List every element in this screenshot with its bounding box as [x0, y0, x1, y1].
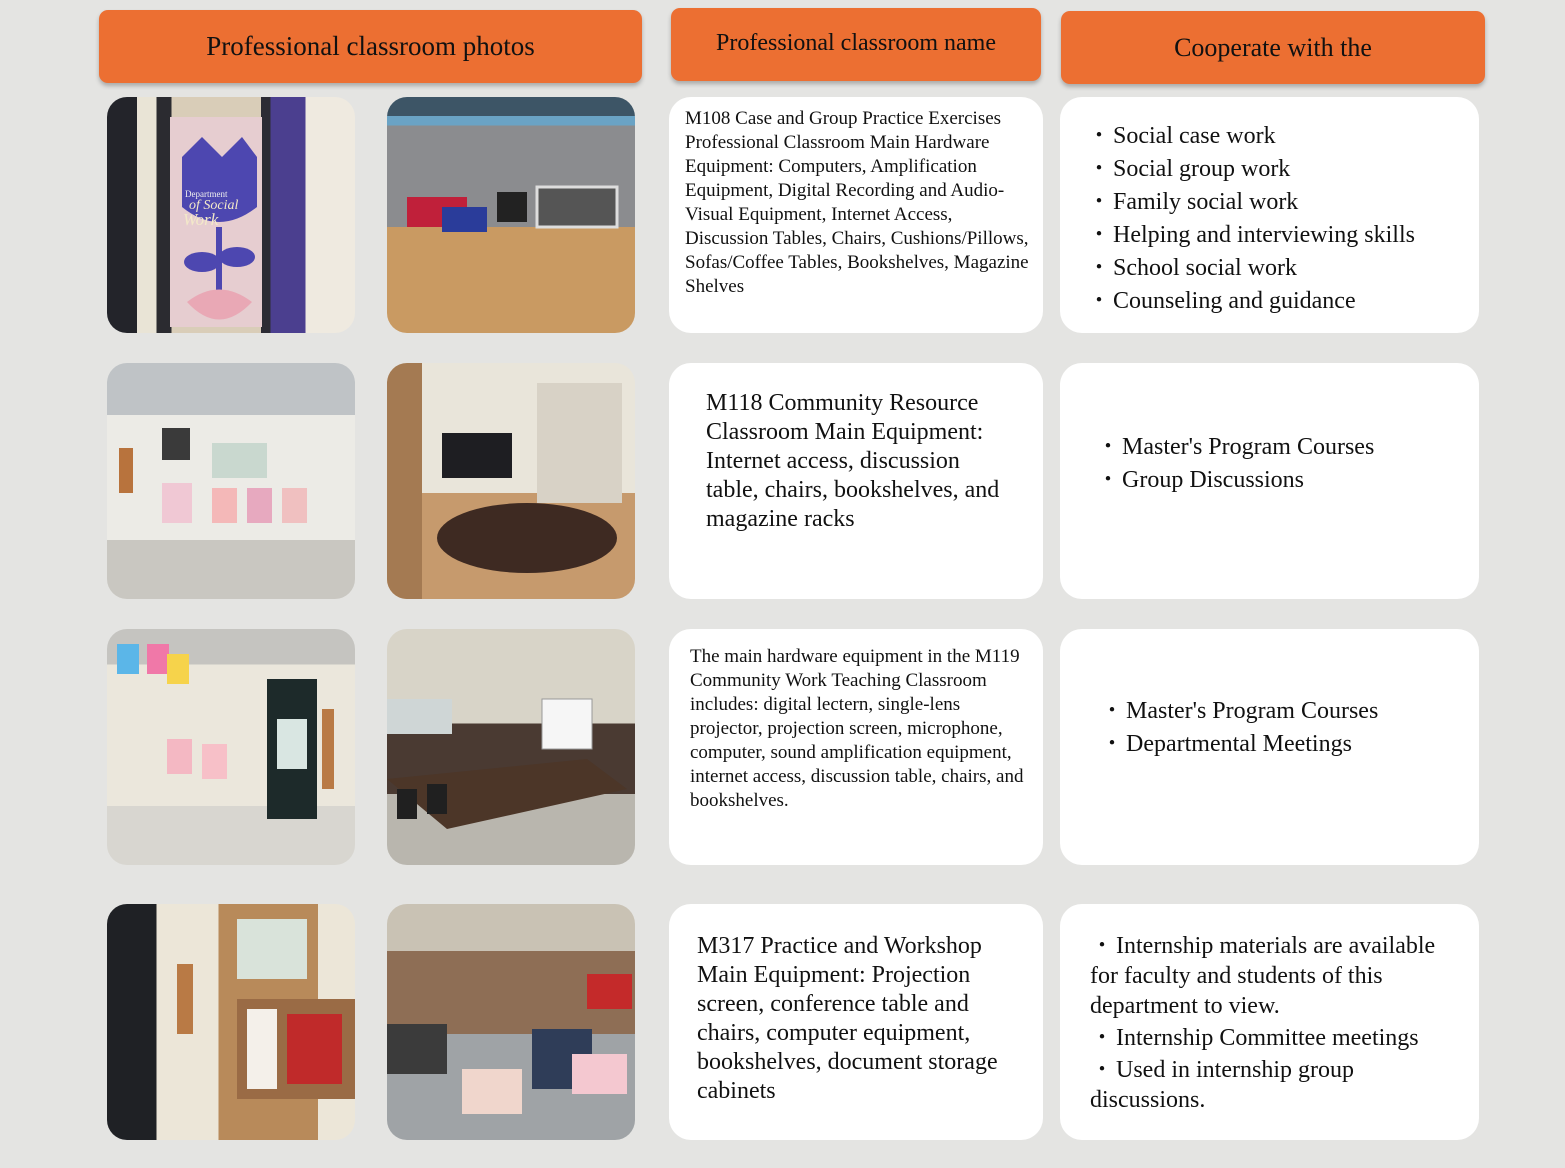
poster-illustration — [107, 97, 355, 333]
photo-m118-hallway — [107, 363, 355, 599]
photo-m108-door — [107, 97, 355, 333]
card-m108-uses — [1060, 97, 1479, 333]
header-cooperate: Cooperate with the — [1061, 11, 1485, 84]
list-item: ・ Used in internship group discussions. — [1090, 1055, 1465, 1115]
list-item: ・ Counseling and guidance — [1087, 285, 1415, 318]
workshop-illustration — [387, 904, 635, 1140]
poster-text-2: of Social — [189, 198, 239, 213]
photo-m317-room — [387, 904, 635, 1140]
card-m317-uses — [1060, 904, 1479, 1140]
list-item: ・ Internship Committee meetings — [1090, 1023, 1465, 1053]
list-item: ・ School social work — [1087, 252, 1415, 285]
list-item: ・ Social group work — [1087, 153, 1415, 186]
card-m108-name — [669, 97, 1043, 333]
card-m118-name — [669, 363, 1043, 599]
room-illustration — [387, 97, 635, 333]
list-item: ・ Helping and interviewing skills — [1087, 219, 1415, 252]
card-m118-uses — [1060, 363, 1479, 599]
list-item: ・ Family social work — [1087, 186, 1415, 219]
corridor-illustration — [107, 629, 355, 865]
list-item: ・ Social case work — [1087, 120, 1415, 153]
classroom-description: M118 Community Resource Classroom Main Equipment: Internet access, discussion table, chairs, bookshelves, and magazine racks — [706, 390, 1000, 532]
uses-list — [1096, 431, 1374, 497]
list-item: ・ Master's Program Courses — [1096, 431, 1374, 464]
list-item: ・ Master's Program Courses — [1100, 695, 1378, 728]
card-m119-uses — [1060, 629, 1479, 865]
uses-list — [1090, 931, 1465, 1115]
poster-text-3: Work — [183, 210, 219, 229]
door-illustration — [107, 904, 355, 1140]
classroom-description: M317 Practice and Workshop Main Equipment: Projection screen, conference table and chairs, computer equipment, bookshelves, document storage cabinets — [697, 933, 998, 1104]
hallway-illustration — [107, 363, 355, 599]
photo-m118-room — [387, 363, 635, 599]
uses-list — [1087, 120, 1415, 318]
photo-m317-door — [107, 904, 355, 1140]
list-item: ・ Departmental Meetings — [1100, 728, 1378, 761]
uses-list — [1100, 695, 1378, 761]
card-m119-name — [669, 629, 1043, 865]
photo-m108-room — [387, 97, 635, 333]
header-classroom-name: Professional classroom name — [671, 8, 1041, 81]
classroom-description: The main hardware equipment in the M119 Community Work Teaching Classroom includes: digital lectern, single-lens projector, projection screen, microphone, computer, sound amplification equipment, internet access, discussion table, chairs, and bookshelves. — [690, 646, 1024, 811]
photo-m119-hallway — [107, 629, 355, 865]
list-item: ・ Internship materials are available for faculty and students of this department to view. — [1090, 931, 1465, 1021]
meeting-room-illustration — [387, 363, 635, 599]
classroom-description: M108 Case and Group Practice Exercises Professional Classroom Main Hardware Equipment: Computers, Amplification Equipment, Digital Recording and Audio-Visual Equipment, Internet Access, Discussion Tables, Chairs, Cushions/Pillows, Sofas/Coffee Tables, Bookshelves, Magazine Shelves — [685, 108, 1029, 297]
header-photos: Professional classroom photos — [99, 10, 642, 83]
list-item: ・ Group Discussions — [1096, 464, 1374, 497]
classroom-illustration — [387, 629, 635, 865]
poster-text-1: Department — [185, 189, 228, 199]
photo-m119-room — [387, 629, 635, 865]
card-m317-name — [669, 904, 1043, 1140]
